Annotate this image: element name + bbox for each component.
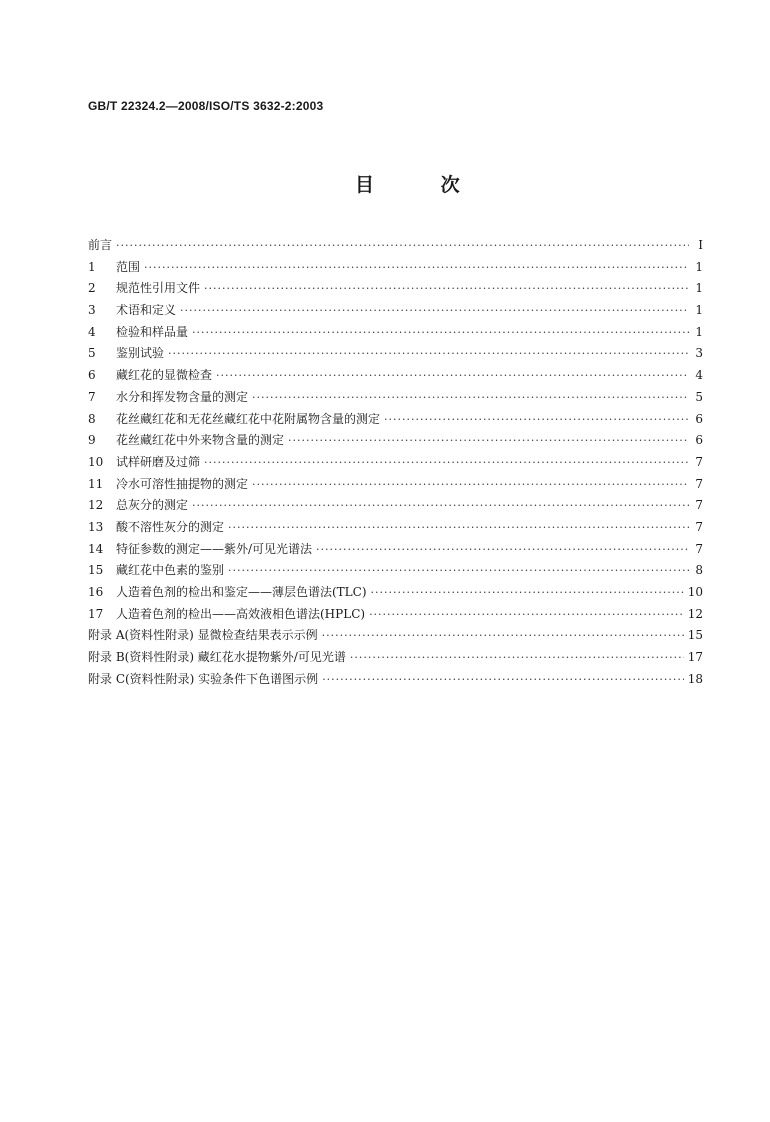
toc-entry-label: 检验和样品量 <box>116 324 189 339</box>
toc-entry-11[interactable] <box>88 474 703 496</box>
leader-dots <box>216 365 689 387</box>
toc-entry-page: 1 <box>695 303 703 318</box>
toc-entry-number: 9 <box>88 433 96 448</box>
toc-entry-label: 前言 <box>88 238 113 252</box>
leader-dots <box>192 495 689 517</box>
toc-entry-page: 17 <box>687 650 703 665</box>
toc-entry-label: 术语和定义 <box>116 303 177 318</box>
toc-entry-page: 7 <box>695 498 703 513</box>
toc-entry-label: 总灰分的测定 <box>116 498 189 513</box>
toc-entry-label: 水分和挥发物含量的测定 <box>116 389 249 404</box>
toc-entry-14[interactable] <box>88 539 703 561</box>
leader-dots <box>371 582 684 604</box>
toc-entry-9[interactable] <box>88 430 703 452</box>
toc-entry-label: 花丝藏红花中外来物含量的测定 <box>116 433 285 448</box>
toc-entry-6[interactable] <box>88 365 703 387</box>
leader-dots <box>350 647 684 669</box>
toc-entry-label: 酸不溶性灰分的测定 <box>116 519 225 534</box>
toc-entry-page: 18 <box>687 671 703 686</box>
toc-entry-number: 15 <box>88 563 104 578</box>
leader-dots <box>252 387 689 409</box>
toc-entry-appendix-a[interactable] <box>88 625 703 647</box>
toc-entry-page: 10 <box>687 585 703 599</box>
leader-dots <box>180 300 689 322</box>
toc-title: 目 次 <box>355 174 490 196</box>
toc-entry-number: 10 <box>88 454 104 469</box>
leader-dots <box>316 539 689 561</box>
toc-entry-page: 7 <box>695 541 703 556</box>
toc-entry-number: 16 <box>88 585 104 599</box>
toc-entry-number: 12 <box>88 498 104 513</box>
toc-entry-label: 人造着色剂的检出和鉴定——薄层色谱法(TLC) <box>116 585 367 599</box>
toc-entry-label: 试样研磨及过筛 <box>116 454 201 469</box>
table-of-contents <box>88 235 703 690</box>
leader-dots <box>204 452 689 474</box>
toc-entry-page: 4 <box>695 368 703 383</box>
toc-entry-page: 1 <box>695 259 703 274</box>
toc-entry-page: 8 <box>695 563 703 578</box>
standard-code: GB/T 22324.2—2008/ISO/TS 3632-2:2003 <box>88 99 324 113</box>
toc-entry-page: 7 <box>695 454 703 469</box>
leader-dots <box>116 235 689 257</box>
leader-dots <box>288 430 689 452</box>
toc-entry-number: 2 <box>88 281 96 296</box>
toc-entry-1[interactable] <box>88 257 703 279</box>
toc-entry-page: 1 <box>695 281 703 296</box>
leader-dots <box>228 517 689 539</box>
toc-entry-label: 规范性引用文件 <box>116 281 201 296</box>
leader-dots <box>384 409 689 431</box>
toc-entry-page: 5 <box>695 389 703 404</box>
leader-dots <box>168 343 689 365</box>
toc-entry-5[interactable] <box>88 343 703 365</box>
toc-entry-number: 1 <box>88 259 96 274</box>
toc-entry-label: 附录 C(资料性附录) 实验条件下色谱图示例 <box>88 671 319 686</box>
toc-entry-4[interactable] <box>88 322 703 344</box>
toc-entry-7[interactable] <box>88 387 703 409</box>
toc-entry-label: 附录 B(资料性附录) 藏红花水提物紫外/可见光谱 <box>88 650 346 665</box>
toc-entry-page: 7 <box>695 519 703 534</box>
leader-dots <box>322 669 684 691</box>
toc-entry-label: 花丝藏红花和无花丝藏红花中花附属物含量的测定 <box>116 411 381 426</box>
toc-entry-page: 12 <box>687 606 703 621</box>
toc-entry-page: 6 <box>695 433 703 448</box>
toc-entry-15[interactable] <box>88 560 703 582</box>
toc-entry-label: 鉴别试验 <box>116 346 165 361</box>
toc-entry-page: 1 <box>695 324 703 339</box>
toc-entry-3[interactable] <box>88 300 703 322</box>
toc-entry-number: 6 <box>88 368 96 383</box>
toc-entry-number: 8 <box>88 411 96 426</box>
toc-entry-foreword[interactable] <box>88 235 703 257</box>
toc-entry-8[interactable] <box>88 409 703 431</box>
toc-entry-label: 冷水可溶性抽提物的测定 <box>116 476 249 491</box>
toc-entry-page: 15 <box>687 628 703 643</box>
toc-entry-label: 特征参数的测定——紫外/可见光谱法 <box>116 541 313 556</box>
toc-entry-number: 17 <box>88 606 104 621</box>
toc-entry-label: 藏红花的显微检查 <box>116 368 213 383</box>
toc-entry-number: 14 <box>88 541 104 556</box>
toc-entry-label: 范围 <box>116 259 141 274</box>
toc-entry-17[interactable] <box>88 604 703 626</box>
toc-entry-appendix-b[interactable] <box>88 647 703 669</box>
toc-entry-number: 3 <box>88 303 96 318</box>
toc-entry-label: 藏红花中色素的鉴别 <box>116 563 225 578</box>
toc-entry-label: 人造着色剂的检出——高效液相色谱法(HPLC) <box>116 606 366 621</box>
toc-entry-appendix-c[interactable] <box>88 669 703 691</box>
toc-entry-label: 附录 A(资料性附录) 显微检查结果表示示例 <box>88 628 318 643</box>
leader-dots <box>322 625 684 647</box>
toc-entry-number: 13 <box>88 519 104 534</box>
leader-dots <box>204 278 689 300</box>
toc-entry-number: 11 <box>88 476 104 491</box>
toc-entry-13[interactable] <box>88 517 703 539</box>
leader-dots <box>252 474 689 496</box>
leader-dots <box>144 257 689 279</box>
toc-entry-page: 6 <box>695 411 703 426</box>
toc-entry-page: 7 <box>695 476 703 491</box>
toc-entry-page: Ⅰ <box>698 238 703 252</box>
leader-dots <box>369 604 684 626</box>
toc-entry-page: 3 <box>695 346 703 361</box>
toc-entry-number: 7 <box>88 389 96 404</box>
leader-dots <box>192 322 689 344</box>
toc-entry-16[interactable] <box>88 582 703 604</box>
toc-entry-12[interactable] <box>88 495 703 517</box>
toc-entry-2[interactable] <box>88 278 703 300</box>
toc-entry-number: 4 <box>88 324 96 339</box>
leader-dots <box>228 560 689 582</box>
toc-entry-10[interactable] <box>88 452 703 474</box>
toc-entry-number: 5 <box>88 346 96 361</box>
